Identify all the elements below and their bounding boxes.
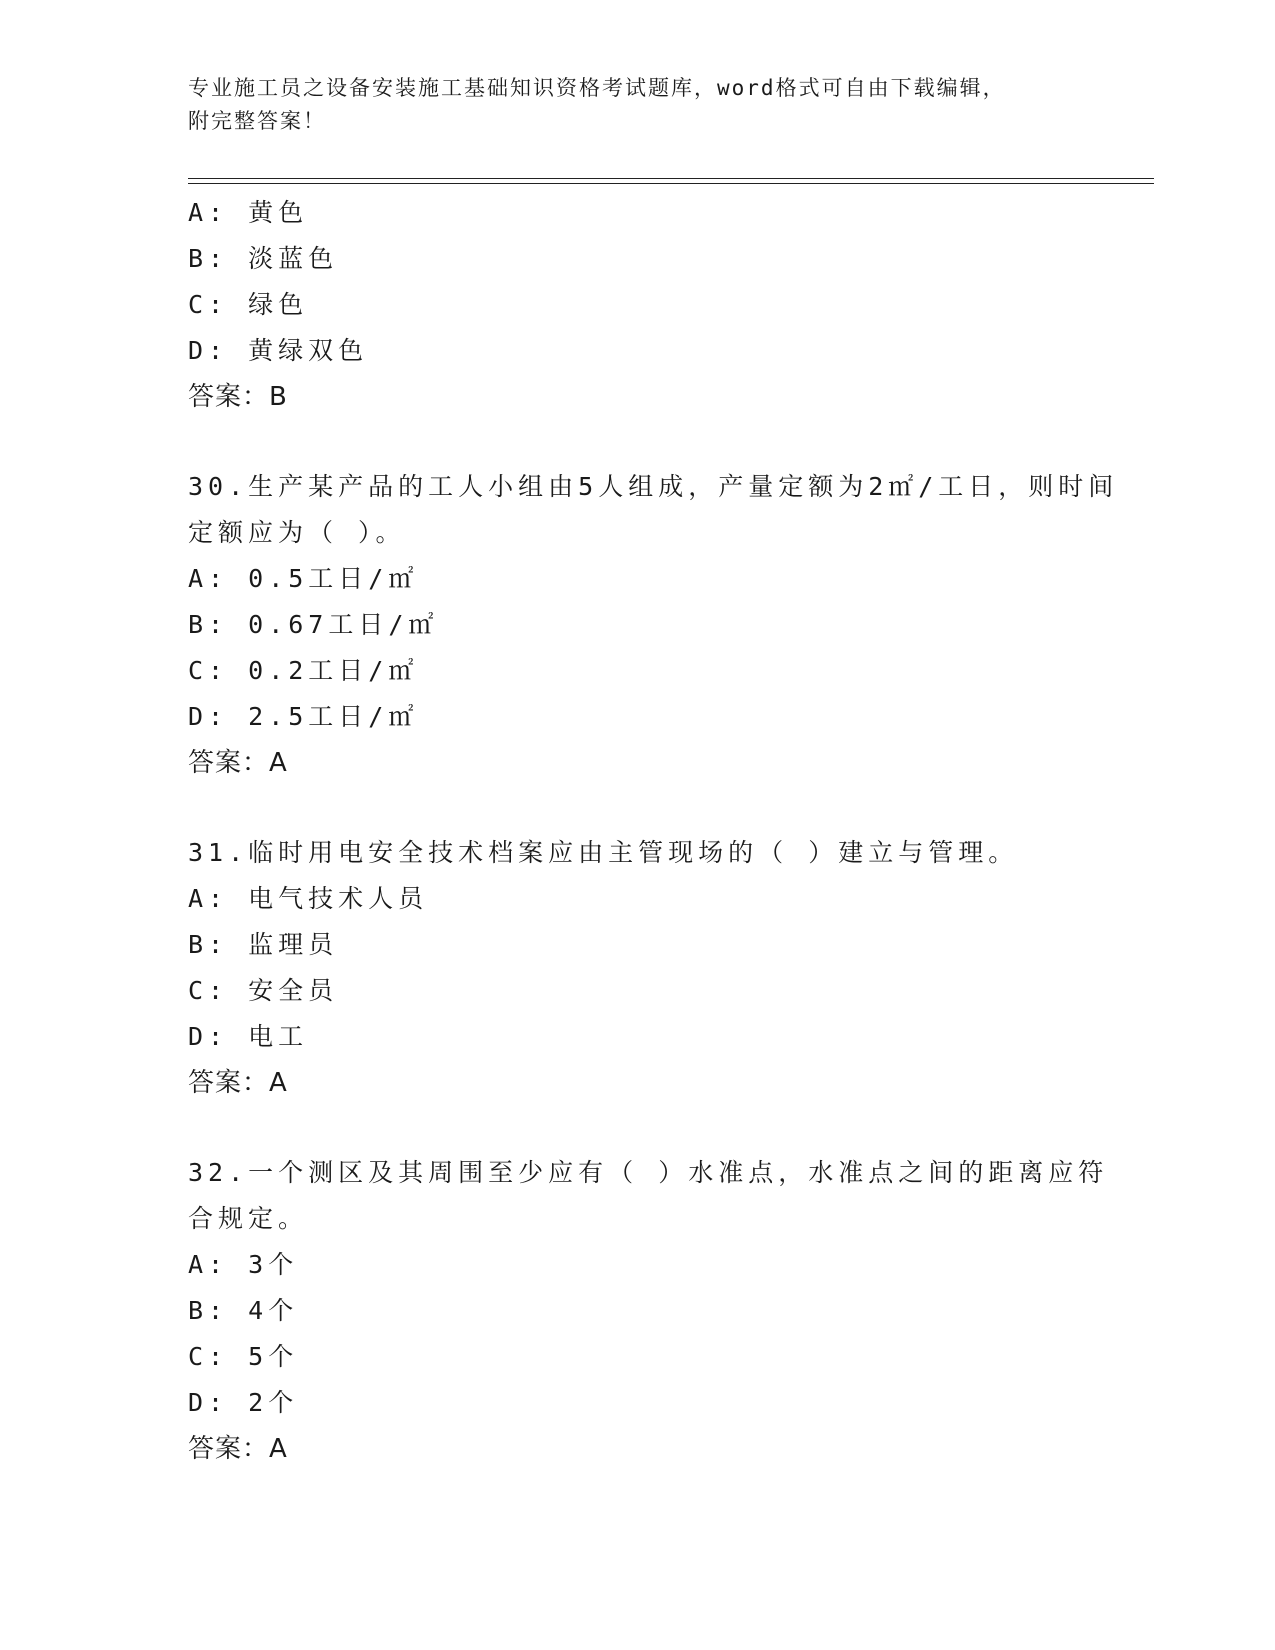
question-30	[188, 464, 1119, 786]
option-a: A: 3个	[188, 1250, 299, 1279]
question-stem-line-1: 32.一个测区及其周围至少应有（ ）水准点，水准点之间的距离应符	[188, 1158, 1109, 1187]
option-d: D: 黄绿双色	[188, 336, 369, 365]
header-line-1: 专业施工员之设备安装施工基础知识资格考试题库，word格式可自由下载编辑，	[188, 76, 1006, 100]
header-line-2: 附完整答案！	[188, 109, 326, 133]
question-32	[188, 1150, 1109, 1472]
document-header	[188, 72, 1088, 138]
option-c: C: 安全员	[188, 976, 339, 1005]
answer: 答案：B	[188, 382, 288, 412]
answer: 答案：A	[188, 1434, 288, 1464]
option-b: B: 4个	[188, 1296, 299, 1325]
option-c: C: 5个	[188, 1342, 299, 1371]
answer: 答案：A	[188, 748, 288, 778]
header-rule-bottom	[188, 183, 1154, 184]
option-c: C: 绿色	[188, 290, 309, 319]
question-list	[188, 190, 1119, 1472]
question-stem-line-1: 30.生产某产品的工人小组由5人组成，产量定额为2㎡/工日，则时间	[188, 472, 1119, 501]
answer: 答案：A	[188, 1068, 288, 1098]
header-rule-top	[188, 178, 1154, 179]
option-d: D: 电工	[188, 1022, 309, 1051]
option-a: A: 黄色	[188, 198, 309, 227]
option-d: D: 2.5工日/㎡	[188, 702, 419, 731]
option-a: A: 电气技术人员	[188, 884, 429, 913]
option-b: B: 淡蓝色	[188, 244, 339, 273]
question-stem-line-1: 31.临时用电安全技术档案应由主管现场的（ ）建立与管理。	[188, 838, 1019, 867]
option-d: D: 2个	[188, 1388, 299, 1417]
option-b: B: 0.67工日/㎡	[188, 610, 439, 639]
option-a: A: 0.5工日/㎡	[188, 564, 419, 593]
option-b: B: 监理员	[188, 930, 339, 959]
question-29	[188, 190, 1088, 420]
option-c: C: 0.2工日/㎡	[188, 656, 419, 685]
question-stem-line-2: 定额应为（ ）。	[188, 518, 406, 547]
question-31	[188, 830, 1088, 1106]
question-stem-line-2: 合规定。	[188, 1204, 309, 1233]
